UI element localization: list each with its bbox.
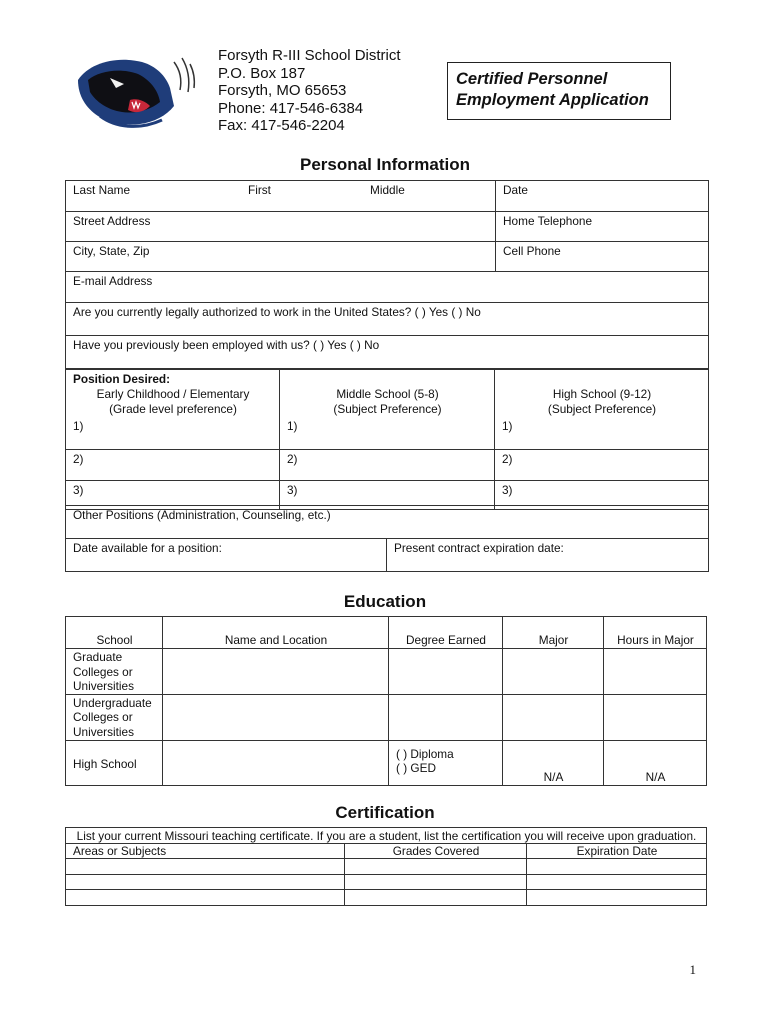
choice-2-label: 2) <box>287 451 298 466</box>
choice-2-label: 2) <box>502 451 513 466</box>
undergraduate-line-1: Undergraduate <box>73 695 152 710</box>
graduate-major[interactable] <box>503 649 604 695</box>
availability-table <box>65 505 709 572</box>
street-address-label: Street Address <box>73 214 151 228</box>
date-available-field[interactable] <box>66 539 387 572</box>
early-choice-2[interactable] <box>66 449 280 480</box>
undergraduate-row-label <box>66 694 163 740</box>
cell-phone-field[interactable] <box>496 242 709 272</box>
graduate-name-location[interactable] <box>163 649 389 695</box>
graduate-row-label <box>66 649 163 695</box>
graduate-line-1: Graduate <box>73 650 123 664</box>
district-name: Forsyth R-III School District <box>218 47 401 64</box>
high-school-subtitle: (Subject Preference) <box>547 402 657 416</box>
graduate-line-3: Universities <box>73 679 134 693</box>
district-phone: Phone: 417-546-6384 <box>218 99 364 117</box>
middle-school-title: Middle School (5-8) <box>336 387 439 401</box>
high-school-major-na: N/A <box>503 740 604 785</box>
education-heading: Education <box>343 592 427 611</box>
middle-name-label: Middle <box>370 183 405 197</box>
name-field[interactable] <box>66 181 496 212</box>
first-name-label: First <box>248 183 271 197</box>
choice-3-label: 3) <box>287 482 298 497</box>
middle-school-subtitle: (Subject Preference) <box>333 402 442 416</box>
col-major-header: Major <box>503 617 604 649</box>
high-school-name-location[interactable] <box>163 740 389 785</box>
cert-grades-1[interactable] <box>345 859 527 875</box>
email-field[interactable] <box>66 272 709 303</box>
last-name-label: Last Name <box>73 183 131 197</box>
choice-1-label: 1) <box>287 419 298 433</box>
page-number: 1 <box>689 962 696 977</box>
ged-option[interactable]: ( ) GED <box>396 761 436 775</box>
undergraduate-name-location[interactable] <box>163 694 389 740</box>
cert-area-1[interactable] <box>66 859 345 875</box>
city-state-zip-label: City, State, Zip <box>73 244 150 258</box>
cert-expiration-2[interactable] <box>527 875 707 890</box>
col-areas-header: Areas or Subjects <box>66 844 345 859</box>
date-label: Date <box>503 183 528 197</box>
district-po-box: P.O. Box 187 <box>218 64 306 82</box>
home-telephone-label: Home Telephone <box>503 214 593 228</box>
col-school-header: School <box>66 617 163 649</box>
cell-phone-label: Cell Phone <box>503 244 561 258</box>
contract-expiration-field[interactable] <box>387 539 709 572</box>
early-childhood-header <box>66 370 280 418</box>
undergraduate-line-2: Colleges or <box>73 710 133 724</box>
col-degree-header: Degree Earned <box>389 617 503 649</box>
certification-instruction: List your current Missouri teaching certificate. If you are a student, list the certification you will receive upon graduation. <box>66 828 707 844</box>
middle-choice-1[interactable] <box>280 417 495 449</box>
cert-area-3[interactable] <box>66 890 345 906</box>
col-name-location-header: Name and Location <box>163 617 389 649</box>
contract-expiration-label: Present contract expiration date: <box>394 541 564 555</box>
work-authorization-field[interactable] <box>66 303 709 336</box>
high-school-title: High School (9-12) <box>552 387 652 401</box>
work-authorization-question: Are you currently legally authorized to work in the United States? ( ) Yes ( ) No <box>73 305 481 319</box>
graduate-degree[interactable] <box>389 649 503 695</box>
undergraduate-hours[interactable] <box>604 694 707 740</box>
position-desired-table <box>65 369 709 510</box>
email-label: E-mail Address <box>73 274 153 288</box>
col-expiration-header: Expiration Date <box>527 844 707 859</box>
choice-1-label: 1) <box>502 419 513 433</box>
early-choice-1[interactable] <box>66 417 280 449</box>
street-address-field[interactable] <box>66 212 496 242</box>
undergraduate-line-3: Universities <box>73 724 134 739</box>
choice-2-label: 2) <box>73 451 84 466</box>
cert-grades-3[interactable] <box>345 890 527 906</box>
undergraduate-major[interactable] <box>503 694 604 740</box>
high-school-header <box>495 370 709 418</box>
panther-logo-icon <box>70 50 198 130</box>
district-address <box>218 47 401 135</box>
high-school-hours-na: N/A <box>604 740 707 785</box>
middle-school-header <box>280 370 495 418</box>
certification-heading: Certification <box>335 803 435 822</box>
graduate-line-2: Colleges or <box>73 664 133 679</box>
personal-info-table <box>65 180 709 369</box>
cert-area-2[interactable] <box>66 875 345 890</box>
certification-table <box>65 827 707 906</box>
early-childhood-subtitle: (Grade level preference) <box>109 402 237 416</box>
date-field[interactable] <box>496 181 709 212</box>
other-positions-field[interactable] <box>66 506 709 539</box>
choice-3-label: 3) <box>502 482 513 497</box>
city-state-zip-field[interactable] <box>66 242 496 272</box>
graduate-hours[interactable] <box>604 649 707 695</box>
personal-info-heading: Personal Information <box>299 155 471 174</box>
high-school-degree[interactable] <box>389 740 503 785</box>
undergraduate-degree[interactable] <box>389 694 503 740</box>
district-fax: Fax: 417-546-2204 <box>218 117 345 135</box>
high-choice-2[interactable] <box>495 449 709 480</box>
cert-expiration-1[interactable] <box>527 859 707 875</box>
form-title-box <box>447 62 671 120</box>
cert-grades-2[interactable] <box>345 875 527 890</box>
cert-expiration-3[interactable] <box>527 890 707 906</box>
col-hours-header: Hours in Major <box>604 617 707 649</box>
position-desired-label: Position Desired: <box>73 372 171 386</box>
choice-3-label: 3) <box>73 482 84 497</box>
district-city: Forsyth, MO 65653 <box>218 82 347 100</box>
previous-employment-field[interactable] <box>66 336 709 369</box>
previous-employment-question: Have you previously been employed with us? ( ) Yes ( ) No <box>73 338 380 352</box>
home-telephone-field[interactable] <box>496 212 709 242</box>
choice-1-label: 1) <box>73 419 84 433</box>
date-available-label: Date available for a position: <box>73 541 222 555</box>
education-table <box>65 616 707 786</box>
form-title: Certified Personnel Employment Application <box>456 70 649 109</box>
diploma-option[interactable]: ( ) Diploma <box>396 746 454 761</box>
middle-choice-2[interactable] <box>280 449 495 480</box>
early-childhood-title: Early Childhood / Elementary <box>96 387 250 401</box>
col-grades-header: Grades Covered <box>345 844 527 859</box>
high-choice-1[interactable] <box>495 417 709 449</box>
high-school-row-label: High School <box>66 740 163 785</box>
other-positions-label: Other Positions (Administration, Counseling, etc.) <box>73 508 331 522</box>
